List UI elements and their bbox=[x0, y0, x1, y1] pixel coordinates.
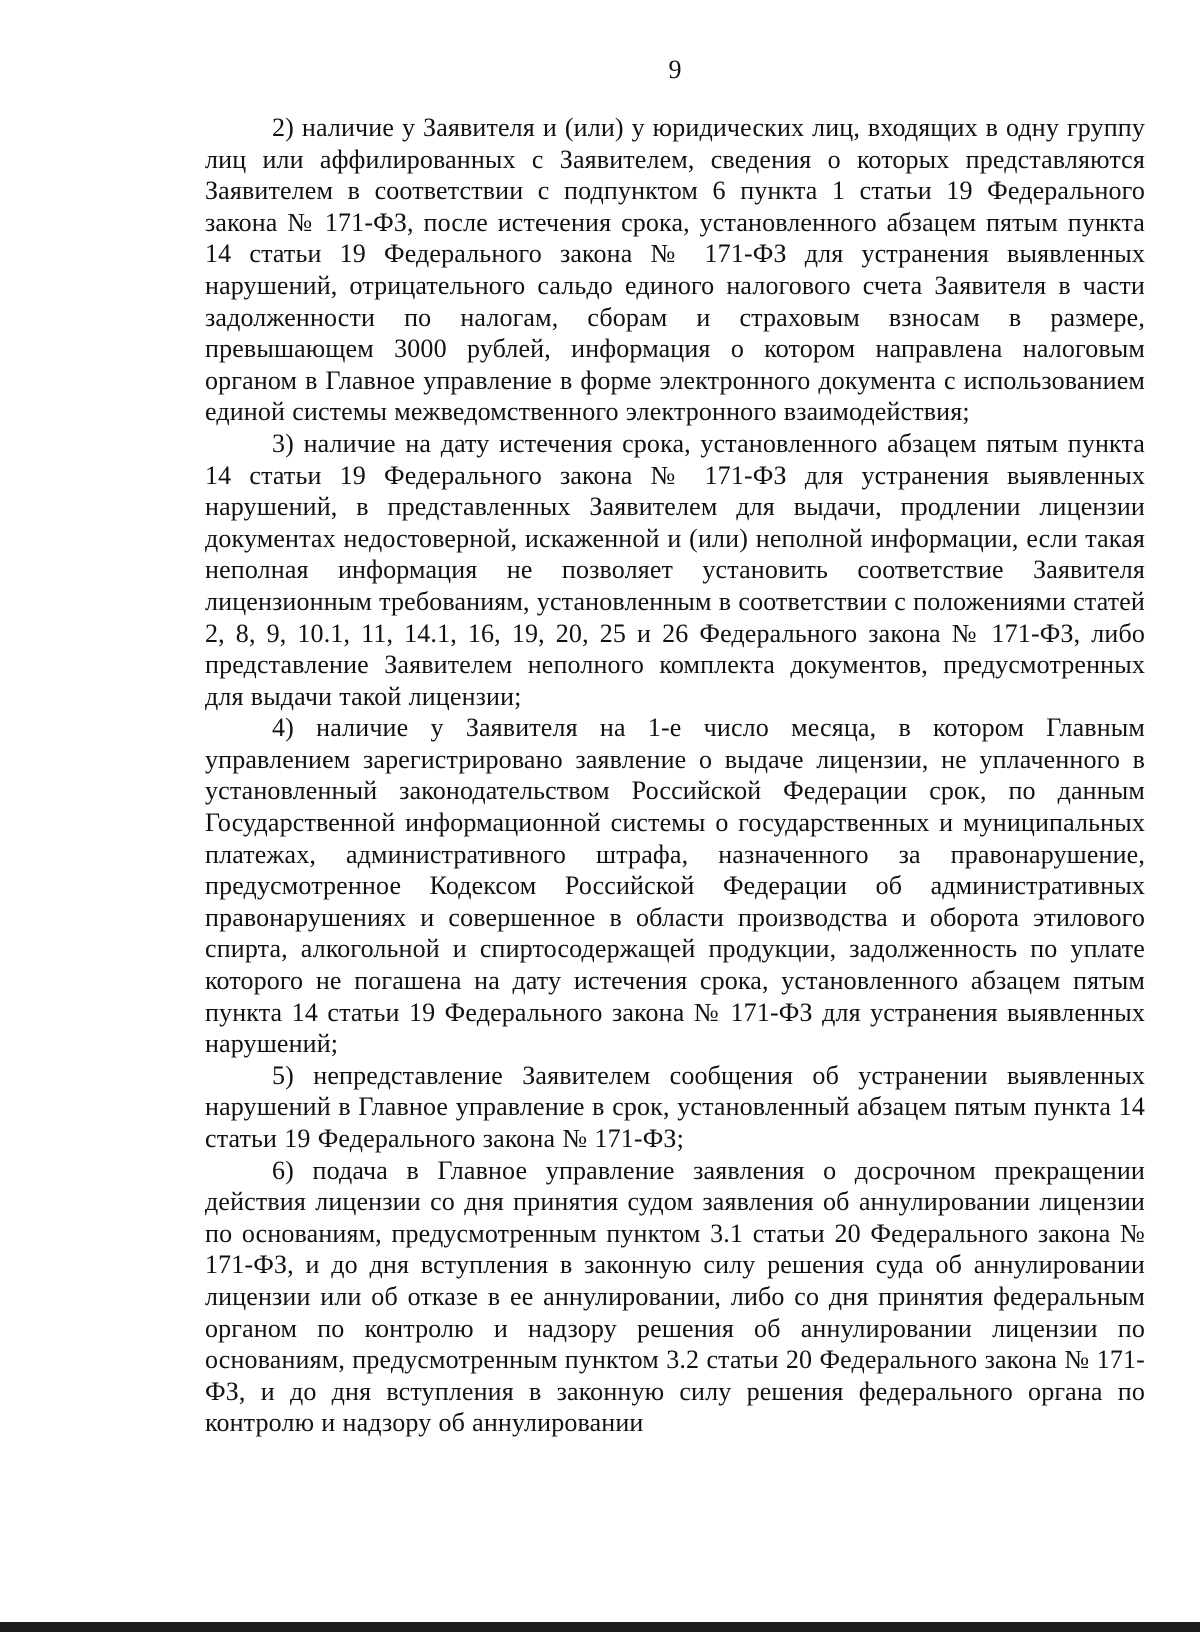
paragraph-item-2: 2) наличие у Заявителя и (или) у юридических лиц, входящих в одну группу лиц или аффилированных с Заявителем, сведения о которых представляются Заявителем в соответствии с подпунктом 6 пункта 1 статьи 19 Федерального закона № 171-ФЗ, после истечения срока, установленного абзацем пятым пункта 14 статьи 19 Федерального закона № 171-ФЗ для устранения выявленных нарушений, отрицательного сальдо единого налогового счета Заявителя в части задолженности по налогам, сборам и страховым взносам в размере, превышающем 3000 рублей, информация о котором направлена налоговым органом в Главное управление в форме электронного документа с использованием единой системы межведомственного электронного взаимодействия; bbox=[205, 113, 1145, 427]
paragraph-item-3: 3) наличие на дату истечения срока, установленного абзацем пятым пункта 14 статьи 19 Федерального закона № 171-ФЗ для устранения выявленных нарушений, в представленных Заявителем для выдачи, продлении лицензии документах недостоверной, искаженной и (или) неполной информации, если такая неполная информация не позволяет установить соответствие Заявителя лицензионным требованиям, установленным в соответствии с положениями статей 2, 8, 9, 10.1, 11, 14.1, 16, 19, 20, 25 и 26 Федерального закона № 171-ФЗ, либо представление Заявителем неполного комплекта документов, предусмотренных для выдачи такой лицензии; bbox=[205, 428, 1145, 711]
scan-edge-bar bbox=[0, 1622, 1200, 1632]
page-number: 9 bbox=[668, 55, 682, 84]
document-body bbox=[205, 112, 1145, 1439]
paragraph-item-4: 4) наличие у Заявителя на 1-е число месяца, в котором Главным управлением зарегистрировано заявление о выдаче лицензии, не уплаченного в установленный законодательством Российской Федерации срок, по данным Государственной информационной системы о государственных и муниципальных платежах, административного штрафа, назначенного за правонарушение, предусмотренное Кодексом Российской Федерации об административных правонарушениях и совершенное в области производства и оборота этилового спирта, алкогольной и спиртосодержащей продукции, задолженность по уплате которого не погашена на дату истечения срока, установленного абзацем пятым пункта 14 статьи 19 Федерального закона № 171-ФЗ для устранения выявленных нарушений; bbox=[205, 713, 1145, 1059]
paragraph-item-6: 6) подача в Главное управление заявления о досрочном прекращении действия лицензии со дня принятия судом заявления об аннулировании лицензии по основаниям, предусмотренным пунктом 3.1 статьи 20 Федерального закона № 171-ФЗ, и до дня вступления в законную силу решения суда об аннулировании лицензии или об отказе в ее аннулировании, либо со дня принятия федеральным органом по контролю и надзору решения об аннулировании лицензии по основаниям, предусмотренным пунктом 3.2 статьи 20 Федерального закона № 171-ФЗ, и до дня вступления в законную силу решения федерального органа по контролю и надзору об аннулировании bbox=[205, 1155, 1145, 1438]
paragraph-item-5: 5) непредставление Заявителем сообщения об устранении выявленных нарушений в Главное управление в срок, установленный абзацем пятым пункта 14 статьи 19 Федерального закона № 171-ФЗ; bbox=[205, 1060, 1145, 1153]
